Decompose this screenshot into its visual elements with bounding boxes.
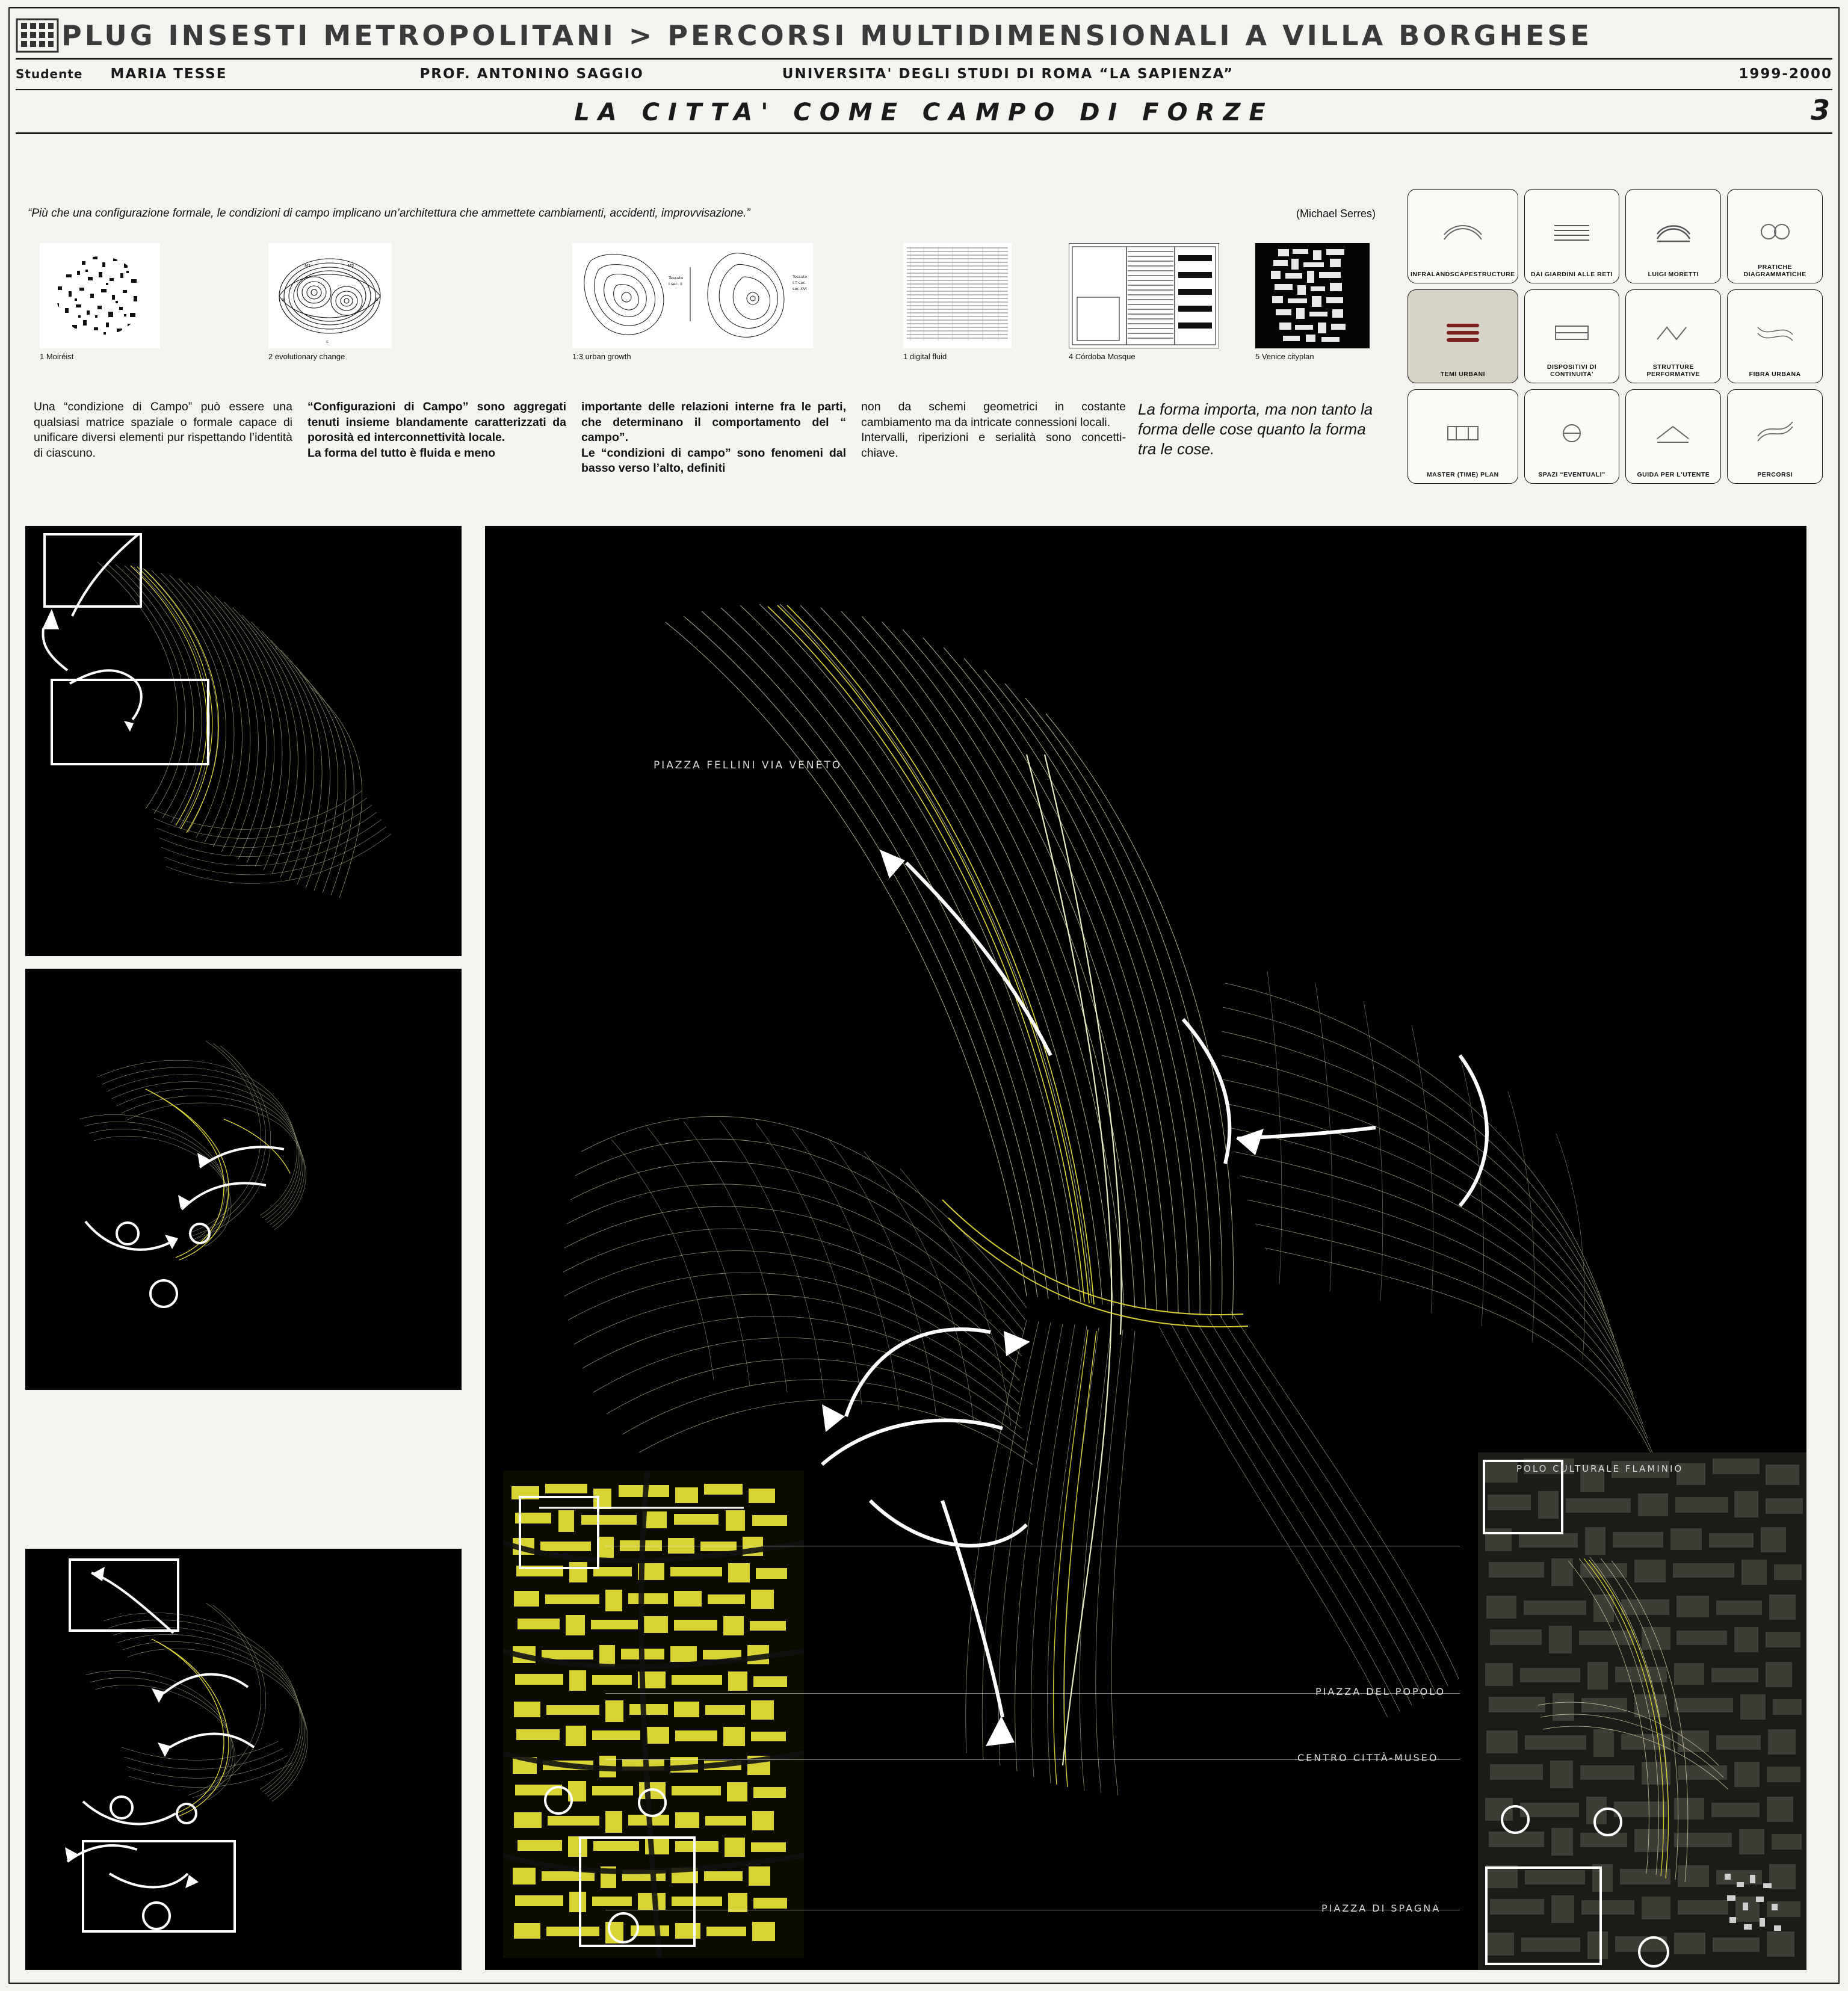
index-cell-label: FIBRA URBANA [1749,371,1801,378]
quote-text: “Più che una configurazione formale, le condizioni di campo implicano un’architettura che ammettete cambiamenti, accidenti, improvvisazione.” [28,207,750,220]
index-cell-temi-urbani[interactable] [1408,289,1518,384]
svg-text:Tessuto: Tessuto [669,276,684,280]
header-rule-2 [16,89,1832,90]
index-cell-label: INFRALANDSCAPESTRUCTURE [1411,270,1515,278]
cell-bar [1447,338,1479,342]
index-cell-fibra-urbana[interactable] [1727,289,1823,384]
body-paragraph: “Configurazioni di Campo” sono aggregati tenuti insieme blandamente caratterizzati da porosità ed interconnettività locale. [307,400,566,444]
thumbnail-caption: 2 evolutionary change [268,352,345,361]
body-paragraph: non da schemi geometrici in costante cambiamento ma da intricate connessioni locali. [861,400,1126,429]
cell-glyph [1408,298,1518,368]
field-diagram-axonometric-panel [25,526,462,956]
cell-glyph [1408,398,1518,468]
university-name: UNIVERSITA' DEGLI STUDI DI ROMA “LA SAPIENZA” [782,66,1234,82]
body-paragraph: Intervalli, riperizioni e serialità sono concetti-chiave. [861,431,1126,460]
thumbnail-item [572,243,813,361]
body-paragraph: Una “condizione di Campo” può essere una qualsiasi matrice spaziale o formale capace di unificare diversi elementi pur rispettando l’identità di ciascuno. [34,400,292,460]
map-label-polo-culturale-flaminio: POLO CULTURALE FLAMINIO [1516,1463,1684,1474]
contour-rings-image [268,243,392,348]
index-cell-luigi-moretti[interactable] [1625,189,1721,283]
body-column [581,400,846,477]
body-paragraph: Le “condizioni di campo” sono fenomeni dal basso verso l’alto, definiti [581,446,846,475]
svg-text:a: a [282,297,285,302]
index-cell-infralandscapestructure[interactable] [1408,189,1518,283]
academic-year: 1999-2000 [1738,66,1832,82]
header-rule-3 [16,132,1832,134]
student-name: MARIA TESSE [110,66,227,82]
cell-bar [1447,331,1479,335]
cell-glyph [1626,298,1720,368]
poster-subtitle: LA CITTA' COME CAMPO DI FORZE [574,99,1274,126]
poster-subtitle-bar [16,93,1832,132]
body-text-columns [28,400,1382,496]
index-cell-pratiche-diagrammatiche[interactable] [1727,189,1823,283]
svg-text:I.T sec.: I.T sec. [793,280,807,285]
body-column-highlight [1138,400,1385,459]
thumbnail-caption: 1 digital fluid [903,352,947,361]
page-number: 3 [1810,94,1830,126]
thumbnail-item [268,243,401,361]
cell-glyph [1408,198,1518,267]
dots-blob-image [40,243,160,348]
body-paragraph: La forma importa, ma non tanto la forma delle cose quanto la forma tra le cose. [1138,400,1373,458]
index-cell-label: PRATICHE DIAGRAMMATICHE [1743,263,1806,278]
noise-square-image [903,243,1012,348]
svg-text:b: b [375,297,379,302]
cell-glyph [1525,398,1619,468]
cell-glyph [1728,298,1822,368]
svg-text:M1: M1 [304,264,311,268]
index-cell-label: SPAZI “EVENTUALI” [1538,471,1605,478]
quote-row [28,199,1376,229]
body-paragraph: La forma del tutto è fluida e meno [307,446,496,460]
thumbnail-caption: 1 Moiréist [40,352,74,361]
quote-source: (Michael Serres) [1296,207,1376,220]
index-cell-label: PERCORSI [1757,471,1793,478]
svg-text:I sec. II: I sec. II [669,282,682,286]
map-label-centro-citta-museo: CENTRO CITTÀ-MUSEO [1297,1752,1439,1764]
thumbnail-caption: 5 Venice cityplan [1255,352,1314,361]
map-label-piazza-di-spagna: PIAZZA DI SPAGNA [1321,1903,1441,1914]
index-cell-master-time-plan[interactable] [1408,389,1518,484]
index-cell-label: LUIGI MORETTI [1648,270,1699,278]
cell-bar [1447,324,1479,327]
field-diagram-plan-vectors-panel [25,1549,462,1970]
poster-header-meta [16,60,1832,88]
main-field-rendering-panel [485,526,1806,1970]
cell-glyph [1728,198,1822,267]
svg-text:M2: M2 [348,264,354,268]
index-cell-guida-per-lutente[interactable] [1625,389,1721,484]
thumbnail-item [1069,243,1225,361]
header-rule-1 [16,58,1832,60]
index-cell-strutture-performative[interactable] [1625,289,1721,384]
thumbnail-caption: 4 Córdoba Mosque [1069,352,1136,361]
field-diagram-plan-flows-panel [25,969,462,1390]
svg-text:sec.XVI: sec.XVI [793,286,807,291]
index-cell-label: MASTER (TIME) PLAN [1426,471,1499,478]
map-label-piazza-del-popolo: PIAZZA DEL POPOLO [1315,1686,1446,1697]
plug-logo-icon [16,17,59,54]
rome-map-yellow-panel [503,1471,804,1958]
professor-name: PROF. ANTONINO SAGGIO [419,66,644,82]
thumbnail-caption: 1:3 urban growth [572,352,631,361]
thumbnail-strip [28,243,1382,375]
black-plan-image [1255,243,1370,348]
poster-header-title [16,12,1832,59]
index-cell-label: GUIDA PER L'UTENTE [1637,471,1710,478]
body-column [307,400,566,461]
body-column [861,400,1126,461]
thumbnail-item [40,243,172,361]
thumbnail-item [903,243,1024,361]
index-cell-label: TEMI URBANI [1440,371,1485,378]
rome-aerial-map-panel [1478,1452,1806,1970]
grid-plan-image [1069,243,1219,348]
plan-pair-image [572,243,813,348]
section-index-grid [1408,189,1823,484]
body-column [34,400,292,461]
thumbnail-item [1255,243,1382,361]
index-cell-label: DISPOSITIVI DI CONTINUITA' [1547,363,1597,378]
index-cell-spazi-eventuali[interactable] [1524,389,1620,484]
cell-glyph [1525,298,1619,368]
cell-glyph [1626,198,1720,267]
svg-text:c: c [326,339,329,344]
body-paragraph: importante delle relazioni interne fra le parti, che determinano il comportamento del “ campo”. [581,400,846,444]
index-cell-label: STRUTTURE PERFORMATIVE [1646,363,1701,378]
index-cell-percorsi[interactable] [1727,389,1823,484]
index-cell-dai-giardini-alle-reti[interactable] [1524,189,1620,283]
cell-glyph [1728,398,1822,468]
cell-glyph [1626,398,1720,468]
svg-text:Tessuto: Tessuto [793,274,808,279]
student-label: Studente [16,67,83,81]
index-cell-label: DAI GIARDINI ALLE RETI [1531,270,1613,278]
cell-glyph [1525,198,1619,267]
poster-frame [8,7,1840,1984]
main-label-piazza-fellini: PIAZZA FELLINI VIA VENETO [654,759,842,771]
poster-title-text: PLUG INSESTI METROPOLITANI > PERCORSI MULTIDIMENSIONALI A VILLA BORGHESE [61,19,1592,52]
index-cell-dispositivi-di-continuita[interactable] [1524,289,1620,384]
